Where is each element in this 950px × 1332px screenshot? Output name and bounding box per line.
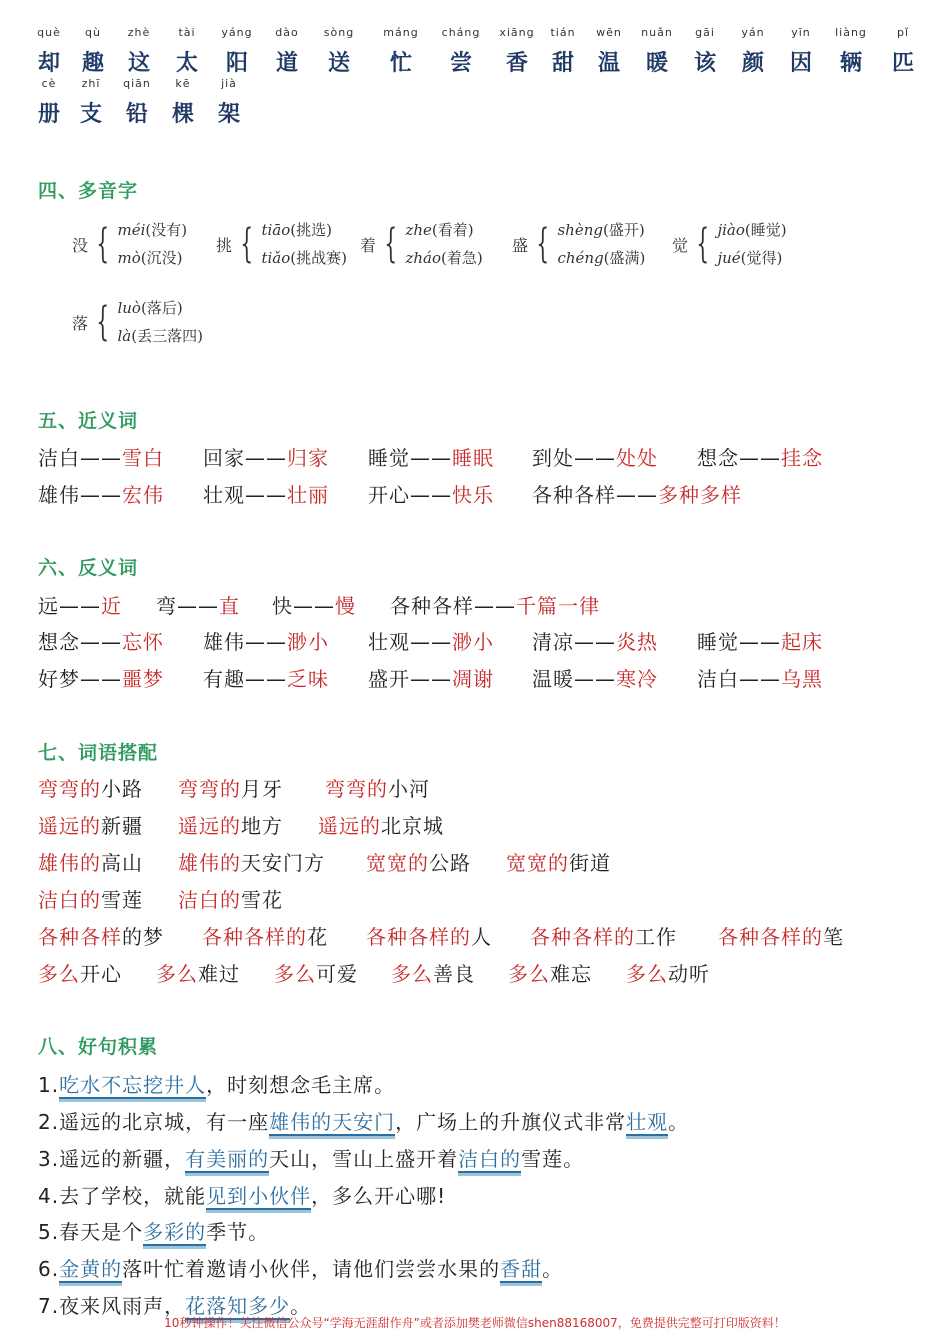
- section-5-heading: 五、近义词: [38, 410, 139, 432]
- collocation: 各种各样的人: [366, 925, 492, 949]
- antonym-row-3: [38, 663, 823, 692]
- pinyin-char: jià 架: [218, 77, 241, 127]
- antonym-pair: 睡觉——起床: [697, 630, 823, 654]
- pinyin-char: cè 册: [38, 77, 61, 127]
- collocation: 雄伟的天安门方: [178, 851, 325, 875]
- synonym-pair: 回家——归家: [203, 446, 329, 470]
- collocation: 洁白的雪莲: [38, 888, 143, 912]
- pinyin-char: sòng 送: [323, 26, 355, 76]
- collocation: 多么可爱: [274, 962, 358, 986]
- section-7-heading: 七、词语搭配: [38, 742, 159, 764]
- antonym-pair: 好梦——噩梦: [38, 667, 164, 691]
- polyphone-jiao: 觉 { jiào(睡觉) jué(觉得): [672, 221, 787, 267]
- collocation: 各种各样的梦: [38, 925, 164, 949]
- pinyin-char: què 却: [37, 26, 61, 76]
- pinyin-char: xiāng 香: [499, 26, 535, 76]
- polyphone-sheng: 盛 { shèng(盛开) chéng(盛满): [512, 221, 646, 267]
- collocation: 多么开心: [38, 962, 122, 986]
- sentence-4: 4.去了学校，就能见到小伙伴，多么开心哪!: [38, 1184, 447, 1208]
- sentence-3: 3.遥远的新疆，有美丽的天山，雪山上盛开着洁白的雪莲。: [38, 1147, 585, 1171]
- antonym-pair: 壮观——渺小: [368, 630, 494, 654]
- polyphone-luo: 落 { luò(落后) là(丢三落四): [72, 299, 203, 345]
- pinyin-char: yáng 阳: [221, 26, 253, 76]
- polyphone-tiao: 挑 { tiāo(挑选) tiǎo(挑战赛): [216, 221, 347, 267]
- collocation: 遥远的地方: [178, 814, 283, 838]
- antonym-pair: 盛开——凋谢: [368, 667, 494, 691]
- collocation: 各种各样的花: [202, 925, 328, 949]
- collocation-row-2: [38, 810, 444, 839]
- collocation-row-1: [38, 773, 430, 802]
- pinyin-char: liàng 辆: [835, 26, 867, 76]
- collocation: 弯弯的月牙: [178, 777, 283, 801]
- synonym-row-1: [38, 442, 823, 471]
- pinyin-char: cháng 尝: [441, 26, 481, 76]
- synonym-pair: 睡觉——睡眠: [368, 446, 494, 470]
- pinyin-char: nuǎn 暖: [641, 26, 673, 76]
- antonym-pair: 快——慢: [272, 594, 356, 618]
- pinyin-char: qiān 铅: [123, 77, 151, 127]
- antonym-pair: 远——近: [38, 594, 122, 618]
- pinyin-char: zhè 这: [127, 26, 151, 76]
- pinyin-char: qù 趣: [82, 26, 105, 76]
- pinyin-row-2: [38, 77, 241, 128]
- pinyin-char: yán 颜: [741, 26, 765, 76]
- pinyin-char: dào 道: [275, 26, 299, 76]
- collocation: 遥远的北京城: [318, 814, 444, 838]
- antonym-row-1: [38, 590, 600, 619]
- synonym-pair: 洁白——雪白: [38, 446, 164, 470]
- sentence-1: 1.吃水不忘挖井人，时刻想念毛主席。: [38, 1073, 396, 1097]
- collocation: 各种各样的笔: [718, 925, 844, 949]
- sentence-5: 5.春天是个多彩的季节。: [38, 1220, 270, 1244]
- synonym-pair: 到处——处处: [532, 446, 658, 470]
- collocation: 宽宽的街道: [506, 851, 611, 875]
- collocation-row-3: [38, 847, 611, 876]
- collocation-row-6: [38, 958, 710, 987]
- collocation: 洁白的雪花: [178, 888, 283, 912]
- pinyin-char: pǐ 匹: [892, 26, 915, 76]
- antonym-pair: 各种各样——千篇一律: [390, 594, 600, 618]
- antonym-pair: 雄伟——渺小: [203, 630, 329, 654]
- sentence-2: 2.遥远的北京城，有一座雄伟的天安门，广场上的升旗仪式非常壮观。: [38, 1110, 690, 1134]
- antonym-row-2: [38, 626, 823, 655]
- antonym-pair: 弯——直: [156, 594, 240, 618]
- pinyin-char: yīn 因: [790, 26, 813, 76]
- synonym-pair: 想念——挂念: [697, 446, 823, 470]
- section-6-heading: 六、反义词: [38, 557, 139, 579]
- synonym-pair: 壮观——壮丽: [203, 483, 329, 507]
- collocation: 弯弯的小路: [38, 777, 143, 801]
- synonym-pair: 开心——快乐: [368, 483, 494, 507]
- collocation: 各种各样的工作: [530, 925, 677, 949]
- collocation: 多么难过: [156, 962, 240, 986]
- pinyin-char: wēn 温: [596, 26, 622, 76]
- pinyin-char: máng 忙: [383, 26, 419, 76]
- collocation: 弯弯的小河: [325, 777, 430, 801]
- pinyin-char: kē 棵: [172, 77, 195, 127]
- collocation: 多么动听: [626, 962, 710, 986]
- footer-promo: 10秒钟操作！关注微信公众号“学海无涯甜作舟”或者添加樊老师微信shen88168007，免费提供完整可打印版资料！: [164, 1316, 786, 1330]
- polyphone-mei: 没 { méi(没有) mò(沉没): [72, 221, 188, 267]
- collocation-row-5: [38, 921, 844, 950]
- antonym-pair: 清凉——炎热: [532, 630, 658, 654]
- collocation: 多么难忘: [508, 962, 592, 986]
- section-8-heading: 八、好句积累: [38, 1036, 159, 1058]
- collocation: 遥远的新疆: [38, 814, 143, 838]
- polyphone-zhe: 着 { zhe(看着) zháo(着急): [360, 221, 483, 267]
- synonym-pair: 各种各样——多种多样: [532, 483, 742, 507]
- collocation: 多么善良: [391, 962, 475, 986]
- pinyin-row-1: [37, 26, 915, 77]
- section-4-heading: 四、多音字: [38, 180, 139, 202]
- antonym-pair: 温暖——寒冷: [532, 667, 658, 691]
- collocation: 雄伟的高山: [38, 851, 143, 875]
- pinyin-char: gāi 该: [694, 26, 717, 76]
- sentence-7: 7.夜来风雨声，花落知多少。: [38, 1294, 312, 1318]
- sentence-6: 6.金黄的落叶忙着邀请小伙伴，请他们尝尝水果的香甜。: [38, 1257, 564, 1281]
- antonym-pair: 有趣——乏味: [203, 667, 329, 691]
- collocation-row-4: [38, 884, 283, 913]
- collocation: 宽宽的公路: [366, 851, 471, 875]
- antonym-pair: 洁白——乌黑: [697, 667, 823, 691]
- antonym-pair: 想念——忘怀: [38, 630, 164, 654]
- synonym-row-2: [38, 479, 742, 508]
- synonym-pair: 雄伟——宏伟: [38, 483, 164, 507]
- pinyin-char: tài 太: [176, 26, 199, 76]
- pinyin-char: zhī 支: [80, 77, 103, 127]
- pinyin-char: tián 甜: [550, 26, 576, 76]
